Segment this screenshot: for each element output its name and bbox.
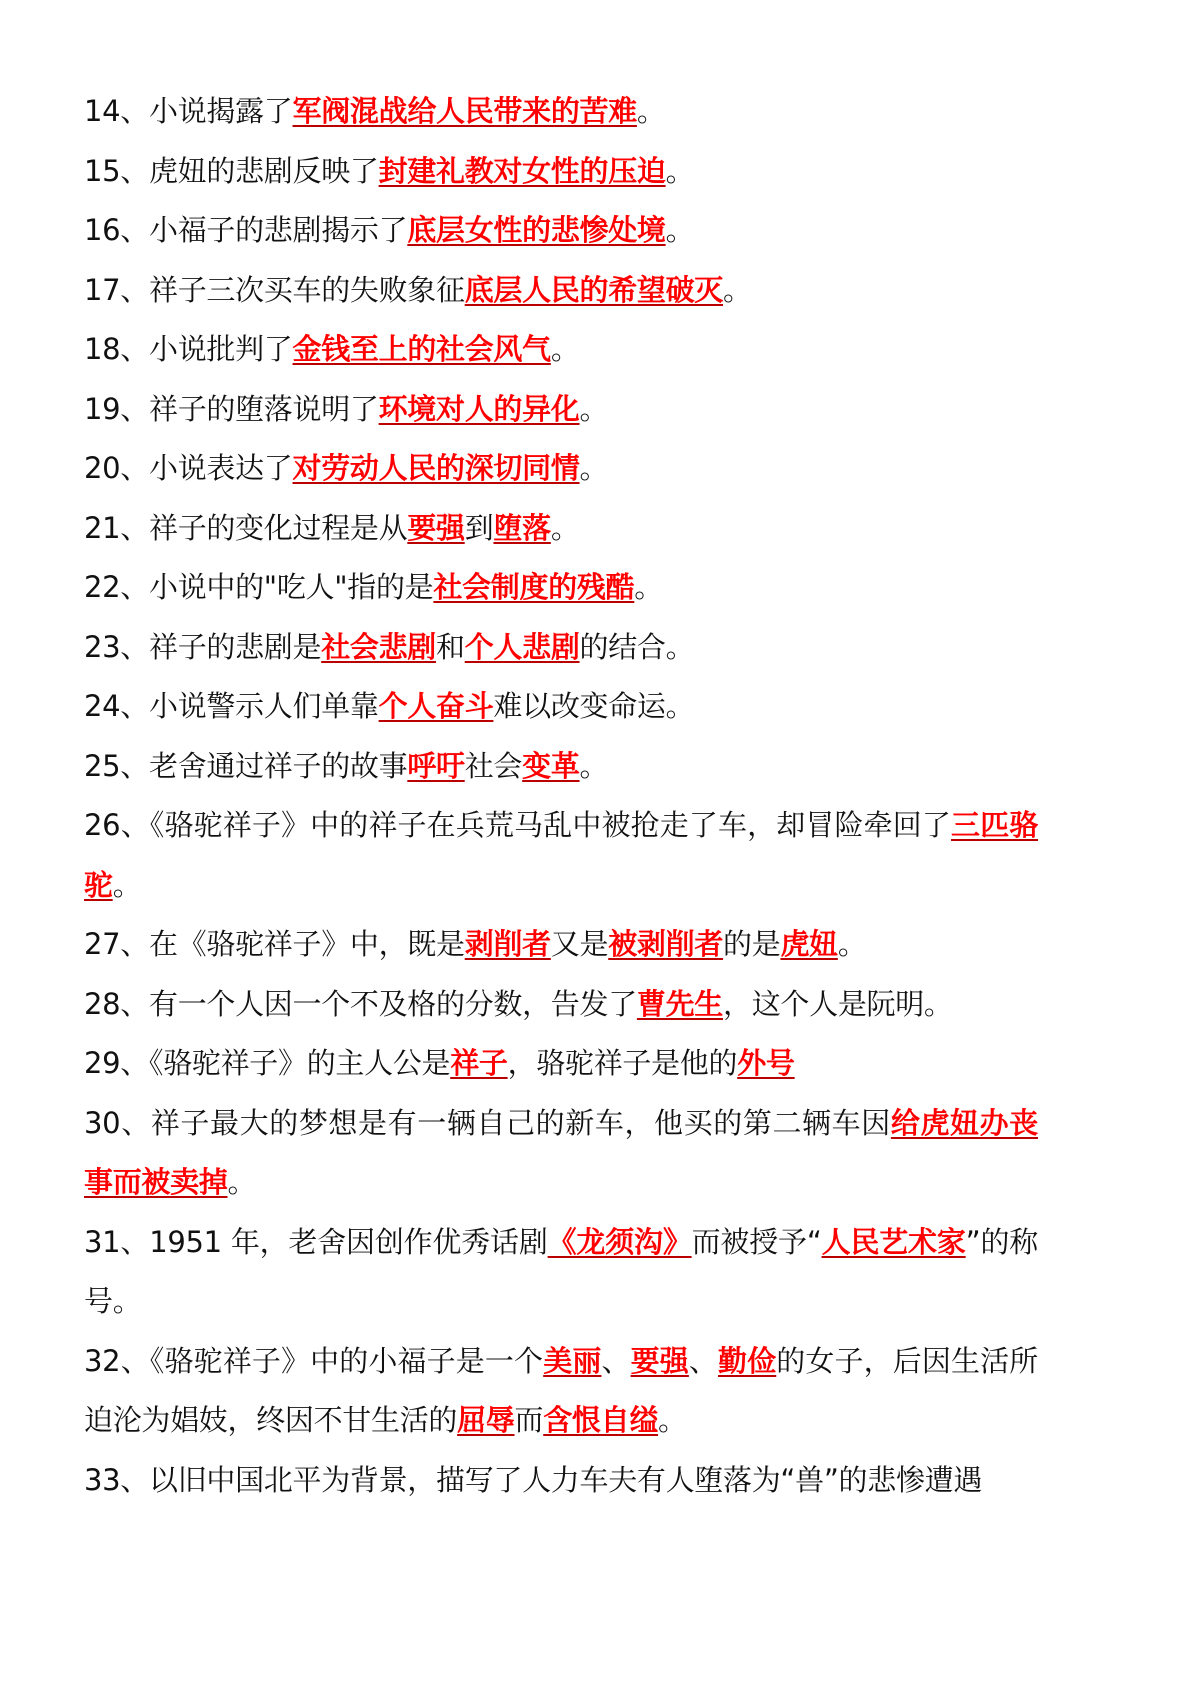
question-text: 到 <box>464 510 494 545</box>
list-item <box>84 1034 1038 1094</box>
question-text: 而 <box>514 1403 544 1437</box>
answer-highlight: 三匹骆驼 <box>84 808 1038 902</box>
question-text: 。 <box>227 1165 257 1199</box>
answer-highlight: 社会制度的残酷 <box>433 570 635 604</box>
question-text: 。 <box>665 153 695 188</box>
document-body <box>84 82 1038 1510</box>
answer-highlight: 勤俭 <box>718 1343 777 1378</box>
question-text: 。 <box>112 867 142 902</box>
question-text: 31、1951 年，老舍因创作优秀话剧 <box>84 1224 548 1259</box>
answer-highlight: 被剥削者 <box>608 927 724 961</box>
question-text: 21、祥子的变化过程是从 <box>84 510 408 545</box>
list-item <box>84 1094 1038 1213</box>
list-item <box>84 261 1038 321</box>
question-text: 26、《骆驼祥子》中的祥子在兵荒马乱中被抢走了车，却冒险牵回了 <box>84 808 952 842</box>
question-text: 。 <box>658 1403 687 1437</box>
question-text: 29、《骆驼祥子》的主人公是 <box>84 1046 451 1080</box>
question-text: 。 <box>579 451 609 485</box>
list-item <box>84 1451 1038 1511</box>
list-item <box>84 439 1038 499</box>
answer-highlight: 金钱至上的社会风气 <box>292 332 551 366</box>
question-text: 。 <box>723 272 752 307</box>
answer-highlight: 要强 <box>407 510 465 545</box>
question-text: 、 <box>601 1343 631 1378</box>
answer-highlight: 曹先生 <box>636 986 724 1021</box>
question-text: 17、祥子三次买车的失败象征 <box>84 272 465 307</box>
answer-highlight: 剥削者 <box>464 927 551 961</box>
question-text: 。 <box>636 94 666 128</box>
answer-highlight: 要强 <box>630 1343 689 1378</box>
question-text: 。 <box>837 927 867 961</box>
question-text: 。 <box>550 510 580 545</box>
list-item <box>84 380 1038 440</box>
question-text: 19、祥子的堕落说明了 <box>84 391 379 426</box>
answer-highlight: 美丽 <box>543 1343 602 1378</box>
question-text: 20、小说表达了 <box>84 451 293 485</box>
question-text: 27、在《骆驼祥子》中，既是 <box>84 927 465 961</box>
answer-highlight: 封建礼教对女性的压迫 <box>378 153 666 188</box>
question-text: 25、老舍通过祥子的故事 <box>84 748 408 783</box>
answer-highlight: 屈辱 <box>457 1403 515 1437</box>
answer-highlight: 含恨自缢 <box>543 1403 659 1437</box>
question-text: 33、以旧中国北平为背景，描写了人力车夫有人堕落为“兽”的悲惨遭遇 <box>84 1462 983 1497</box>
answer-highlight: 人民艺术家 <box>821 1224 966 1259</box>
question-text: 。 <box>634 570 663 604</box>
question-text: 。 <box>665 213 695 247</box>
answer-highlight: 呼吁 <box>407 748 465 783</box>
list-item <box>84 618 1038 678</box>
answer-highlight: 外号 <box>737 1046 795 1080</box>
question-text: 而被授予“ <box>691 1224 822 1259</box>
question-text: 又是 <box>550 927 609 961</box>
answer-highlight: 《龙须沟》 <box>547 1224 692 1259</box>
list-item <box>84 1332 1038 1451</box>
question-text: 社会 <box>464 748 523 783</box>
question-text: 15、虎妞的悲剧反映了 <box>84 153 379 188</box>
question-text: 23、祥子的悲剧是 <box>84 629 322 664</box>
list-item <box>84 499 1038 559</box>
answer-highlight: 底层人民的希望破灭 <box>464 272 724 307</box>
list-item <box>84 1213 1038 1332</box>
question-text: 32、《骆驼祥子》中的小福子是一个 <box>84 1343 544 1378</box>
question-text: 16、小福子的悲剧揭示了 <box>84 213 408 247</box>
question-text: ，骆驼祥子是他的 <box>507 1046 738 1080</box>
answer-highlight: 堕落 <box>493 510 551 545</box>
question-text: 、 <box>688 1343 718 1378</box>
question-text: 30、祥子最大的梦想是有一辆自己的新车，他买的第二辆车因 <box>84 1105 891 1140</box>
answer-highlight: 社会悲剧 <box>321 629 437 664</box>
question-text: 。 <box>550 332 580 366</box>
list-item <box>84 201 1038 261</box>
question-text: 。 <box>579 748 609 783</box>
question-text: 14、小说揭露了 <box>84 94 293 128</box>
answer-highlight: 给虎妞办丧事而被卖掉 <box>84 1105 1038 1199</box>
answer-highlight: 虎妞 <box>780 927 838 961</box>
answer-highlight: 祥子 <box>450 1046 508 1080</box>
question-text: 24、小说警示人们单靠 <box>84 689 379 723</box>
answer-highlight: 个人奋斗 <box>378 689 494 723</box>
answer-highlight: 军阀混战给人民带来的苦难 <box>292 94 637 128</box>
question-text: 的女子，后因生活所迫沦为娼妓，终因不甘生活的 <box>84 1343 1039 1437</box>
answer-highlight: 环境对人的异化 <box>378 391 580 426</box>
answer-highlight: 变革 <box>522 748 580 783</box>
question-text: 22、小说中的"吃人"指的是 <box>84 570 434 604</box>
answer-highlight: 对劳动人民的深切同情 <box>292 451 580 485</box>
question-text: 28、有一个人因一个不及格的分数，告发了 <box>84 986 637 1021</box>
list-item <box>84 737 1038 797</box>
list-item <box>84 677 1038 737</box>
answer-highlight: 底层女性的悲惨处境 <box>407 213 666 247</box>
question-text: 的是 <box>723 927 781 961</box>
list-item <box>84 558 1038 618</box>
answer-highlight: 个人悲剧 <box>464 629 580 664</box>
question-text: 。 <box>579 391 609 426</box>
list-item <box>84 796 1038 915</box>
question-text: ”的称号。 <box>84 1224 1038 1318</box>
question-text: ，这个人是阮明。 <box>723 986 953 1021</box>
list-item <box>84 320 1038 380</box>
question-text: 和 <box>436 629 465 664</box>
list-item <box>84 975 1038 1035</box>
list-item <box>84 82 1038 142</box>
list-item <box>84 142 1038 202</box>
list-item <box>84 915 1038 975</box>
question-text: 的结合。 <box>579 629 695 664</box>
question-text: 难以改变命运。 <box>493 689 695 723</box>
question-text: 18、小说批判了 <box>84 332 293 366</box>
